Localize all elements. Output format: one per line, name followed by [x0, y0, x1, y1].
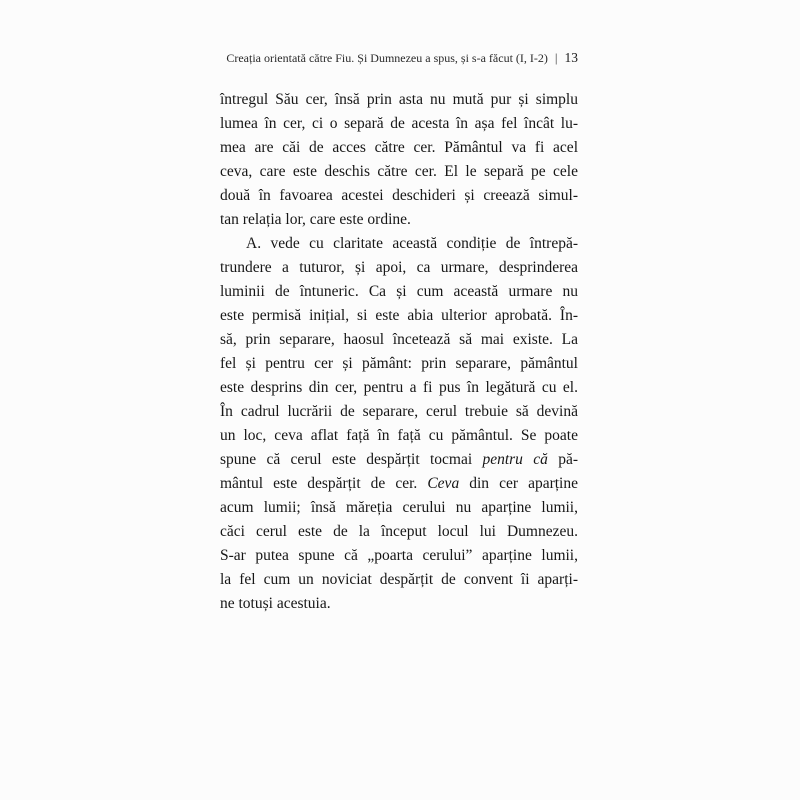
text-line: [220, 376, 578, 400]
text-line: [220, 136, 578, 160]
text-line: [220, 232, 578, 256]
header-separator: |: [554, 50, 558, 65]
text-segment: să, prin separare, haosul încetează să mai existe. La: [220, 331, 578, 348]
text-line: [220, 160, 578, 184]
text-segment: mea are căi de acces către cer. Pământul va fi acel: [220, 139, 578, 156]
text-segment: spune că cerul este despărțit tocmai: [220, 451, 483, 468]
text-segment: din cer aparține: [459, 475, 578, 492]
text-line: [220, 400, 578, 424]
text-line: [220, 280, 578, 304]
text-segment: două în favoarea acestei deschideri și creează simul-: [220, 187, 578, 204]
text-segment: mântul este despărțit de cer.: [220, 475, 428, 492]
text-segment: trundere a tuturor, și apoi, ca urmare, desprinderea: [220, 259, 578, 276]
text-line: [220, 112, 578, 136]
text-segment: A. vede cu claritate această condiție de întrepă-: [246, 235, 578, 252]
text-segment: acum lumii; însă măreția cerului nu aparține lumii,: [220, 499, 578, 516]
text-line: [220, 592, 578, 616]
text-segment: S-ar putea spune că „poarta cerului” aparține lumii,: [220, 547, 578, 564]
text-segment: la fel cum un noviciat despărțit de convent îi aparți-: [220, 571, 578, 588]
text-segment-italic: pentru că: [482, 451, 548, 468]
text-segment: lumea în cer, ci o separă de acesta în așa fel încât lu-: [220, 115, 578, 132]
running-header-title: Creația orientată către Fiu. Și Dumnezeu a spus, și s-a făcut (I, I-2): [226, 51, 548, 65]
text-line: [220, 544, 578, 568]
text-column: [220, 50, 578, 616]
text-segment: fel și pentru cer și pământ: prin separare, pământul: [220, 355, 578, 372]
text-line: [220, 424, 578, 448]
text-line: [220, 352, 578, 376]
page-number: 13: [564, 50, 578, 65]
text-line: [220, 520, 578, 544]
text-segment: În cadrul lucrării de separare, cerul trebuie să devină: [220, 403, 578, 420]
body-text: [220, 88, 578, 616]
text-line: [220, 448, 578, 472]
text-line: [220, 208, 578, 232]
text-segment: căci cerul este de la început locul lui Dumnezeu.: [220, 523, 578, 540]
text-line: [220, 496, 578, 520]
text-line: [220, 328, 578, 352]
text-line: [220, 184, 578, 208]
text-segment: ceva, care este deschis către cer. El le separă pe cele: [220, 163, 578, 180]
running-header: [220, 50, 578, 66]
text-line: [220, 304, 578, 328]
text-segment: tan relația lor, care este ordine.: [220, 211, 411, 228]
text-segment: un loc, ceva aflat față în față cu pământul. Se poate: [220, 427, 578, 444]
text-segment: este permisă inițial, si este abia ulterior aprobată. În-: [220, 307, 578, 324]
text-segment: ne totuși acestuia.: [220, 595, 331, 612]
text-segment: pă-: [547, 451, 579, 468]
text-line: [220, 88, 578, 112]
text-segment: luminii de întuneric. Ca și cum această urmare nu: [220, 283, 578, 300]
text-segment-italic: Ceva: [427, 475, 460, 492]
text-line: [220, 568, 578, 592]
text-line: [220, 256, 578, 280]
text-segment: întregul Său cer, însă prin asta nu mută pur și simplu: [220, 91, 578, 108]
text-line: [220, 472, 578, 496]
text-segment: este desprins din cer, pentru a fi pus în legătură cu el.: [220, 379, 578, 396]
